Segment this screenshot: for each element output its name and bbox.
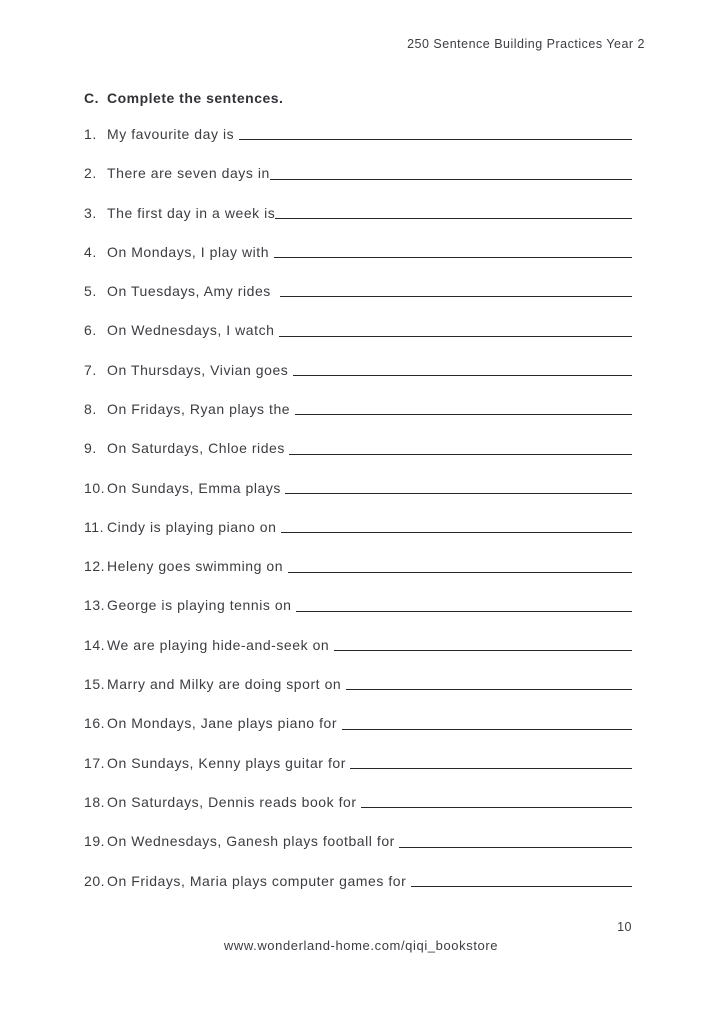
item-text: George is playing tennis on <box>107 597 296 614</box>
item-text: On Thursdays, Vivian goes <box>107 361 293 378</box>
answer-blank-line <box>293 375 632 376</box>
item-text: On Sundays, Emma plays <box>107 479 286 496</box>
section-title-text: Complete the sentences. <box>107 90 284 106</box>
item-text: On Wednesdays, I watch <box>107 322 279 339</box>
answer-blank-line <box>399 847 632 848</box>
item-text: The first day in a week is <box>107 204 276 221</box>
answer-blank-line <box>270 179 632 180</box>
item-number: 3. <box>84 204 97 221</box>
sentence-item <box>84 614 632 653</box>
item-text: There are seven days in <box>107 165 270 182</box>
item-number: 17. <box>84 754 106 771</box>
item-number: 9. <box>84 440 97 457</box>
answer-blank-line <box>350 768 632 769</box>
sentence-item <box>84 417 632 456</box>
answer-blank-line <box>279 336 632 337</box>
sentence-item <box>84 575 632 614</box>
item-number: 12. <box>84 558 106 575</box>
page-header-title: 250 Sentence Building Practices Year 2 <box>407 37 645 51</box>
sentence-item <box>84 103 632 142</box>
item-number: 15. <box>84 676 106 693</box>
sentence-item <box>84 692 632 731</box>
sentence-item <box>84 653 632 692</box>
sentence-item <box>84 378 632 417</box>
sentence-item <box>84 339 632 378</box>
item-number: 6. <box>84 322 97 339</box>
item-text: On Tuesdays, Amy rides <box>107 283 280 300</box>
item-number: 2. <box>84 165 97 182</box>
item-number: 11. <box>84 518 105 535</box>
answer-blank-line <box>275 218 632 219</box>
sentence-list <box>84 103 632 889</box>
sentence-item <box>84 260 632 299</box>
answer-blank-line <box>281 532 632 533</box>
sentence-item <box>84 299 632 338</box>
sentence-item <box>84 182 632 221</box>
item-text: On Saturdays, Dennis reads book for <box>107 793 362 810</box>
item-number: 19. <box>84 833 106 850</box>
sentence-item <box>84 771 632 810</box>
sentence-item <box>84 457 632 496</box>
answer-blank-line <box>280 296 632 297</box>
item-text: On Wednesdays, Ganesh plays football for <box>107 833 400 850</box>
answer-blank-line <box>346 689 632 690</box>
item-number: 1. <box>84 125 97 142</box>
footer-url: www.wonderland-home.com/qiqi_bookstore <box>223 938 499 953</box>
item-text: We are playing hide-and-seek on <box>107 636 334 653</box>
sentence-item <box>84 496 632 535</box>
item-number: 20. <box>84 872 106 889</box>
item-number: 7. <box>84 361 97 378</box>
sentence-item <box>84 535 632 574</box>
item-number: 4. <box>84 243 97 260</box>
item-text: On Fridays, Maria plays computer games for <box>107 872 411 889</box>
answer-blank-line <box>239 139 632 140</box>
item-text: On Saturdays, Chloe rides <box>107 440 290 457</box>
section-label: C. <box>84 90 99 106</box>
sentence-item <box>84 810 632 849</box>
answer-blank-line <box>288 572 633 573</box>
item-number: 13. <box>84 597 106 614</box>
item-text: On Sundays, Kenny plays guitar for <box>107 754 351 771</box>
item-number: 8. <box>84 400 97 417</box>
answer-blank-line <box>411 886 632 887</box>
sentence-item <box>84 142 632 181</box>
item-text: Marry and Milky are doing sport on <box>107 676 346 693</box>
item-text: Cindy is playing piano on <box>107 518 281 535</box>
item-number: 5. <box>84 283 97 300</box>
answer-blank-line <box>296 611 632 612</box>
sentence-item <box>84 850 632 889</box>
sentence-item <box>84 221 632 260</box>
answer-blank-line <box>274 257 633 258</box>
item-number: 18. <box>84 793 106 810</box>
answer-blank-line <box>289 454 632 455</box>
item-text: On Mondays, Jane plays piano for <box>107 715 342 732</box>
item-number: 16. <box>84 715 106 732</box>
sentence-item <box>84 732 632 771</box>
answer-blank-line <box>285 493 632 494</box>
item-number: 10. <box>84 479 106 496</box>
page-number: 10 <box>617 920 632 934</box>
answer-blank-line <box>342 729 633 730</box>
item-number: 14. <box>84 636 106 653</box>
item-text: On Fridays, Ryan plays the <box>107 400 295 417</box>
answer-blank-line <box>295 414 632 415</box>
item-text: My favourite day is <box>107 125 239 142</box>
item-text: On Mondays, I play with <box>107 243 274 260</box>
item-text: Heleny goes swimming on <box>107 558 288 575</box>
answer-blank-line <box>361 807 632 808</box>
answer-blank-line <box>334 650 632 651</box>
